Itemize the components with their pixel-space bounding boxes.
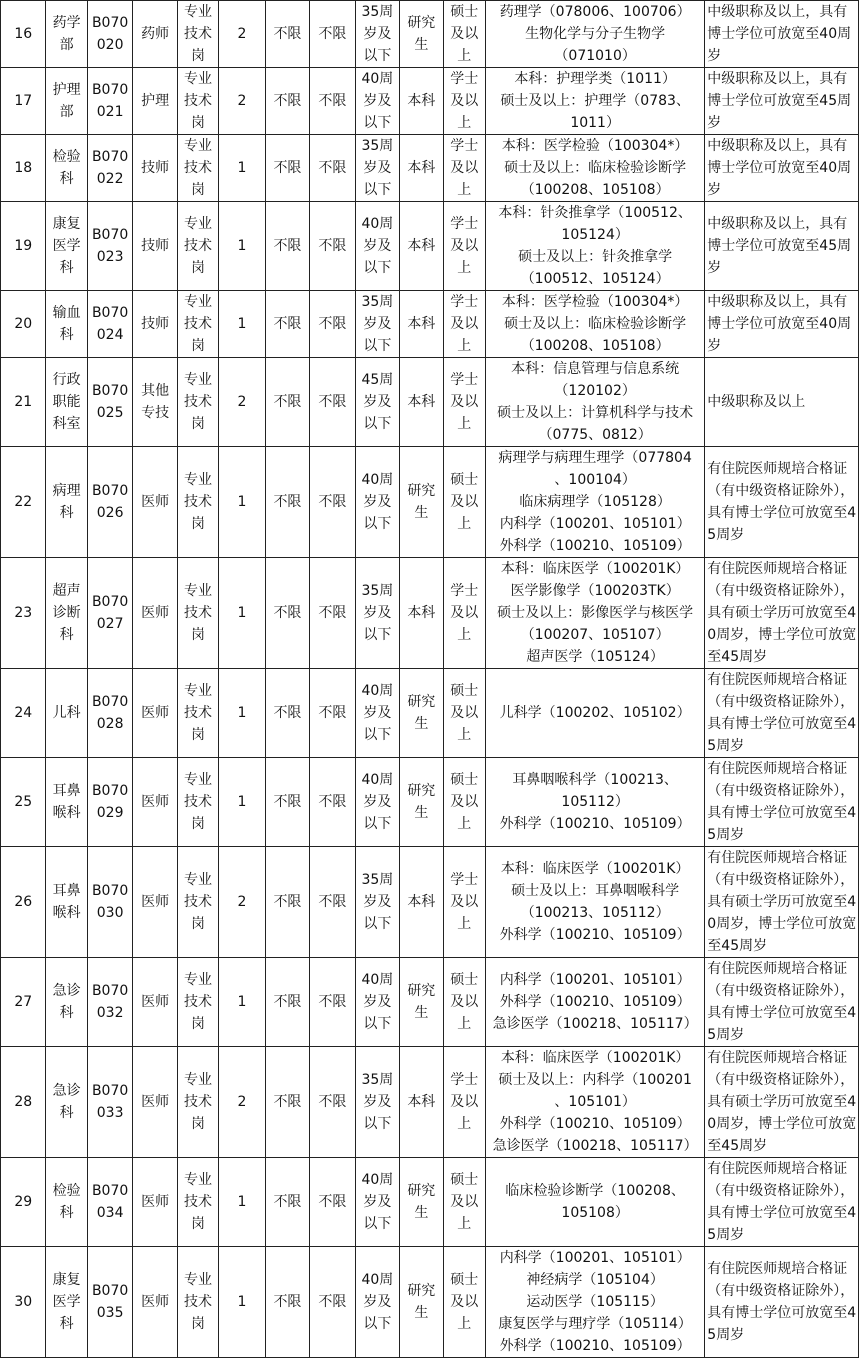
education-cell: 本科 bbox=[400, 68, 443, 135]
major-line: （071010） bbox=[554, 48, 636, 64]
major-line: （100512、105124） bbox=[520, 271, 670, 287]
position-type-cell: 专业技术岗 bbox=[177, 291, 218, 358]
major-line: 本科：医学检验（100304*） bbox=[501, 294, 689, 310]
table-row bbox=[1, 847, 859, 958]
department-cell: 检验科 bbox=[46, 135, 87, 202]
major-line: 硕士及以上：针灸推拿学 bbox=[518, 249, 673, 265]
requirement-unlimited-1-cell: 不限 bbox=[265, 1247, 309, 1358]
major-line: （120102） bbox=[554, 383, 636, 399]
position-code-cell: B070035 bbox=[87, 1247, 132, 1358]
requirement-unlimited-1-cell: 不限 bbox=[265, 1, 309, 68]
major-line: 硕士及以上：临床检验诊断学 bbox=[504, 160, 687, 176]
age-limit-cell: 40周岁及以下 bbox=[355, 958, 399, 1047]
major-line: 内科学（100201、105101） bbox=[499, 516, 691, 532]
headcount-cell: 1 bbox=[219, 135, 265, 202]
major-line: （100207、105107） bbox=[520, 627, 670, 643]
position-name-cell: 医师 bbox=[133, 758, 177, 847]
major-line: （100208、105108） bbox=[520, 338, 670, 354]
major-cell bbox=[485, 558, 704, 669]
row-number-cell: 24 bbox=[1, 669, 46, 758]
major-line: 、105101） bbox=[554, 1094, 636, 1110]
major-line: （0775、0812） bbox=[538, 427, 652, 443]
remarks-cell: 有住院医师规培合格证（有中级资格证除外），具有硕士学历可放宽至40周岁，博士学位可放宽至45周岁 bbox=[705, 1047, 859, 1158]
position-code-cell: B070022 bbox=[87, 135, 132, 202]
degree-cell: 硕士及以上 bbox=[443, 447, 485, 558]
major-cell bbox=[485, 1, 704, 68]
department-cell: 超声诊断科 bbox=[46, 558, 87, 669]
requirement-unlimited-2-cell: 不限 bbox=[310, 447, 355, 558]
position-code-cell: B070025 bbox=[87, 358, 132, 447]
position-code-cell: B070029 bbox=[87, 758, 132, 847]
position-type-cell: 专业技术岗 bbox=[177, 447, 218, 558]
position-name-cell: 医师 bbox=[133, 1047, 177, 1158]
remarks-cell: 中级职称及以上，具有博士学位可放宽至40周岁 bbox=[705, 135, 859, 202]
position-name-cell: 医师 bbox=[133, 1158, 177, 1247]
position-code-cell: B070030 bbox=[87, 847, 132, 958]
requirement-unlimited-1-cell: 不限 bbox=[265, 669, 309, 758]
position-name-cell: 技师 bbox=[133, 291, 177, 358]
remarks-cell: 有住院医师规培合格证（有中级资格证除外），具有硕士学历可放宽至40周岁，博士学位可放宽至45周岁 bbox=[705, 847, 859, 958]
position-code-cell: B070026 bbox=[87, 447, 132, 558]
major-line: 内科学（100201、105101） bbox=[499, 972, 691, 988]
table-row bbox=[1, 202, 859, 291]
age-limit-cell: 35周岁及以下 bbox=[355, 1047, 399, 1158]
degree-cell: 学士及以上 bbox=[443, 291, 485, 358]
headcount-cell: 1 bbox=[219, 202, 265, 291]
major-line: 外科学（100210、105109） bbox=[499, 994, 691, 1010]
major-line: 外科学（100210、105109） bbox=[499, 538, 691, 554]
degree-cell: 学士及以上 bbox=[443, 68, 485, 135]
major-line: 病理学与病理生理学（077804 bbox=[498, 450, 692, 466]
position-name-cell: 医师 bbox=[133, 847, 177, 958]
headcount-cell: 2 bbox=[219, 1, 265, 68]
requirement-unlimited-1-cell: 不限 bbox=[265, 558, 309, 669]
major-line: 本科：护理学类（1011） bbox=[514, 71, 676, 87]
major-cell bbox=[485, 1047, 704, 1158]
remarks-cell: 中级职称及以上，具有博士学位可放宽至40周岁 bbox=[705, 1, 859, 68]
position-code-cell: B070023 bbox=[87, 202, 132, 291]
row-number-cell: 19 bbox=[1, 202, 46, 291]
position-name-cell: 医师 bbox=[133, 558, 177, 669]
major-line: 生物化学与分子生物学 bbox=[525, 26, 666, 42]
education-cell: 本科 bbox=[400, 358, 443, 447]
major-line: 105108） bbox=[561, 1205, 629, 1221]
headcount-cell: 2 bbox=[219, 847, 265, 958]
major-line: 本科：针灸推拿学（100512、 bbox=[498, 205, 692, 221]
age-limit-cell: 35周岁及以下 bbox=[355, 558, 399, 669]
major-cell bbox=[485, 1247, 704, 1358]
major-line: 外科学（100210、105109） bbox=[499, 816, 691, 832]
degree-cell: 学士及以上 bbox=[443, 847, 485, 958]
table-row bbox=[1, 1, 859, 68]
requirement-unlimited-1-cell: 不限 bbox=[265, 358, 309, 447]
major-line: 105112） bbox=[561, 794, 629, 810]
major-line: 外科学（100210、105109） bbox=[499, 927, 691, 943]
degree-cell: 硕士及以上 bbox=[443, 1158, 485, 1247]
remarks-cell: 有住院医师规培合格证（有中级资格证除外），具有博士学位可放宽至45周岁 bbox=[705, 958, 859, 1047]
major-line: 耳鼻咽喉科学（100213、 bbox=[512, 772, 678, 788]
major-cell bbox=[485, 135, 704, 202]
education-cell: 研究生 bbox=[400, 447, 443, 558]
remarks-cell: 中级职称及以上，具有博士学位可放宽至45周岁 bbox=[705, 202, 859, 291]
degree-cell: 硕士及以上 bbox=[443, 669, 485, 758]
major-line: 硕士及以上：内科学（100201 bbox=[498, 1072, 692, 1088]
position-name-cell: 医师 bbox=[133, 958, 177, 1047]
table-row bbox=[1, 1158, 859, 1247]
department-cell: 行政职能科室 bbox=[46, 358, 87, 447]
table-row bbox=[1, 1047, 859, 1158]
age-limit-cell: 35周岁及以下 bbox=[355, 1, 399, 68]
position-type-cell: 专业技术岗 bbox=[177, 1247, 218, 1358]
position-name-cell: 技师 bbox=[133, 202, 177, 291]
major-line: 儿科学（100202、105102） bbox=[499, 705, 691, 721]
requirement-unlimited-1-cell: 不限 bbox=[265, 447, 309, 558]
position-code-cell: B070033 bbox=[87, 1047, 132, 1158]
age-limit-cell: 40周岁及以下 bbox=[355, 758, 399, 847]
requirement-unlimited-1-cell: 不限 bbox=[265, 202, 309, 291]
degree-cell: 硕士及以上 bbox=[443, 1, 485, 68]
remarks-cell: 有住院医师规培合格证（有中级资格证除外），具有博士学位可放宽至45周岁 bbox=[705, 669, 859, 758]
major-line: 本科：临床医学（100201K） bbox=[500, 561, 690, 577]
department-cell: 康复医学科 bbox=[46, 202, 87, 291]
remarks-cell: 中级职称及以上，具有博士学位可放宽至45周岁 bbox=[705, 68, 859, 135]
requirement-unlimited-2-cell: 不限 bbox=[310, 68, 355, 135]
education-cell: 本科 bbox=[400, 847, 443, 958]
position-code-cell: B070021 bbox=[87, 68, 132, 135]
table-row bbox=[1, 1247, 859, 1358]
position-type-cell: 专业技术岗 bbox=[177, 958, 218, 1047]
row-number-cell: 23 bbox=[1, 558, 46, 669]
table-row bbox=[1, 447, 859, 558]
remarks-cell: 有住院医师规培合格证（有中级资格证除外），具有博士学位可放宽至45周岁 bbox=[705, 1158, 859, 1247]
table-row bbox=[1, 558, 859, 669]
row-number-cell: 26 bbox=[1, 847, 46, 958]
remarks-cell: 中级职称及以上，具有博士学位可放宽至40周岁 bbox=[705, 291, 859, 358]
degree-cell: 学士及以上 bbox=[443, 135, 485, 202]
position-type-cell: 专业技术岗 bbox=[177, 202, 218, 291]
requirement-unlimited-1-cell: 不限 bbox=[265, 958, 309, 1047]
position-code-cell: B070020 bbox=[87, 1, 132, 68]
position-type-cell: 专业技术岗 bbox=[177, 1, 218, 68]
headcount-cell: 1 bbox=[219, 447, 265, 558]
headcount-cell: 1 bbox=[219, 291, 265, 358]
education-cell: 本科 bbox=[400, 135, 443, 202]
position-code-cell: B070028 bbox=[87, 669, 132, 758]
requirement-unlimited-2-cell: 不限 bbox=[310, 958, 355, 1047]
department-cell: 康复医学科 bbox=[46, 1247, 87, 1358]
position-type-cell: 专业技术岗 bbox=[177, 358, 218, 447]
degree-cell: 学士及以上 bbox=[443, 1047, 485, 1158]
department-cell: 输血科 bbox=[46, 291, 87, 358]
major-line: 硕士及以上：临床检验诊断学 bbox=[504, 316, 687, 332]
education-cell: 本科 bbox=[400, 1047, 443, 1158]
position-name-cell: 护理 bbox=[133, 68, 177, 135]
age-limit-cell: 40周岁及以下 bbox=[355, 447, 399, 558]
row-number-cell: 27 bbox=[1, 958, 46, 1047]
major-line: 硕士及以上：影像医学与核医学 bbox=[497, 605, 694, 621]
education-cell: 研究生 bbox=[400, 758, 443, 847]
row-number-cell: 20 bbox=[1, 291, 46, 358]
major-line: 临床病理学（105128） bbox=[519, 494, 671, 510]
major-line: 硕士及以上：计算机科学与技术 bbox=[497, 405, 694, 421]
requirement-unlimited-1-cell: 不限 bbox=[265, 291, 309, 358]
headcount-cell: 1 bbox=[219, 958, 265, 1047]
major-line: 内科学（100201、105101） bbox=[499, 1250, 691, 1266]
position-code-cell: B070024 bbox=[87, 291, 132, 358]
major-line: 急诊医学（100218、105117） bbox=[492, 1138, 698, 1154]
major-cell bbox=[485, 447, 704, 558]
remarks-cell: 有住院医师规培合格证（有中级资格证除外），具有博士学位可放宽至45周岁 bbox=[705, 758, 859, 847]
position-type-cell: 专业技术岗 bbox=[177, 1047, 218, 1158]
major-line: 105124） bbox=[561, 227, 629, 243]
major-line: 康复医学与理疗学（105114） bbox=[498, 1316, 692, 1332]
table-row bbox=[1, 669, 859, 758]
table-row bbox=[1, 291, 859, 358]
row-number-cell: 28 bbox=[1, 1047, 46, 1158]
requirement-unlimited-2-cell: 不限 bbox=[310, 1247, 355, 1358]
age-limit-cell: 45周岁及以下 bbox=[355, 358, 399, 447]
remarks-cell: 有住院医师规培合格证（有中级资格证除外），具有博士学位可放宽至45周岁 bbox=[705, 1247, 859, 1358]
row-number-cell: 18 bbox=[1, 135, 46, 202]
age-limit-cell: 40周岁及以下 bbox=[355, 68, 399, 135]
major-line: 急诊医学（100218、105117） bbox=[492, 1016, 698, 1032]
age-limit-cell: 40周岁及以下 bbox=[355, 669, 399, 758]
position-type-cell: 专业技术岗 bbox=[177, 669, 218, 758]
requirement-unlimited-2-cell: 不限 bbox=[310, 1158, 355, 1247]
department-cell: 病理科 bbox=[46, 447, 87, 558]
table-row bbox=[1, 958, 859, 1047]
headcount-cell: 2 bbox=[219, 68, 265, 135]
requirement-unlimited-2-cell: 不限 bbox=[310, 358, 355, 447]
education-cell: 研究生 bbox=[400, 1, 443, 68]
table-row bbox=[1, 135, 859, 202]
age-limit-cell: 40周岁及以下 bbox=[355, 1247, 399, 1358]
major-line: 外科学（100210、105109） bbox=[499, 1338, 691, 1354]
headcount-cell: 2 bbox=[219, 1047, 265, 1158]
row-number-cell: 25 bbox=[1, 758, 46, 847]
major-line: 本科：临床医学（100201K） bbox=[500, 1050, 690, 1066]
major-line: 药理学（078006、100706） bbox=[499, 4, 691, 20]
requirement-unlimited-2-cell: 不限 bbox=[310, 558, 355, 669]
education-cell: 本科 bbox=[400, 558, 443, 669]
remarks-cell: 中级职称及以上 bbox=[705, 358, 859, 447]
row-number-cell: 17 bbox=[1, 68, 46, 135]
age-limit-cell: 35周岁及以下 bbox=[355, 847, 399, 958]
education-cell: 研究生 bbox=[400, 669, 443, 758]
age-limit-cell: 35周岁及以下 bbox=[355, 135, 399, 202]
major-line: 硕士及以上：耳鼻咽喉科学 bbox=[511, 883, 680, 899]
requirement-unlimited-2-cell: 不限 bbox=[310, 847, 355, 958]
requirement-unlimited-2-cell: 不限 bbox=[310, 135, 355, 202]
position-type-cell: 专业技术岗 bbox=[177, 847, 218, 958]
department-cell: 急诊科 bbox=[46, 1047, 87, 1158]
remarks-cell: 有住院医师规培合格证（有中级资格证除外），具有博士学位可放宽至45周岁 bbox=[705, 447, 859, 558]
major-line: 运动医学（105115） bbox=[526, 1294, 664, 1310]
major-cell bbox=[485, 291, 704, 358]
requirement-unlimited-1-cell: 不限 bbox=[265, 1047, 309, 1158]
department-cell: 耳鼻喉科 bbox=[46, 758, 87, 847]
major-line: 硕士及以上：护理学（0783、 bbox=[500, 93, 690, 109]
major-cell bbox=[485, 68, 704, 135]
requirement-unlimited-2-cell: 不限 bbox=[310, 202, 355, 291]
education-cell: 研究生 bbox=[400, 958, 443, 1047]
major-line: 本科：信息管理与信息系统 bbox=[511, 361, 680, 377]
position-name-cell: 医师 bbox=[133, 447, 177, 558]
education-cell: 本科 bbox=[400, 202, 443, 291]
requirement-unlimited-1-cell: 不限 bbox=[265, 758, 309, 847]
department-cell: 检验科 bbox=[46, 1158, 87, 1247]
degree-cell: 学士及以上 bbox=[443, 358, 485, 447]
major-cell bbox=[485, 202, 704, 291]
requirement-unlimited-2-cell: 不限 bbox=[310, 758, 355, 847]
table-row bbox=[1, 358, 859, 447]
position-code-cell: B070027 bbox=[87, 558, 132, 669]
position-name-cell: 医师 bbox=[133, 669, 177, 758]
row-number-cell: 30 bbox=[1, 1247, 46, 1358]
major-line: 神经病学（105104） bbox=[526, 1272, 664, 1288]
requirement-unlimited-1-cell: 不限 bbox=[265, 135, 309, 202]
position-type-cell: 专业技术岗 bbox=[177, 135, 218, 202]
table-row bbox=[1, 68, 859, 135]
department-cell: 耳鼻喉科 bbox=[46, 847, 87, 958]
requirement-unlimited-1-cell: 不限 bbox=[265, 1158, 309, 1247]
degree-cell: 硕士及以上 bbox=[443, 1247, 485, 1358]
remarks-cell: 有住院医师规培合格证（有中级资格证除外），具有硕士学历可放宽至40周岁，博士学位可放宽至45周岁 bbox=[705, 558, 859, 669]
major-line: 医学影像学（100203TK） bbox=[510, 583, 680, 599]
age-limit-cell: 40周岁及以下 bbox=[355, 202, 399, 291]
row-number-cell: 22 bbox=[1, 447, 46, 558]
table-row bbox=[1, 758, 859, 847]
department-cell: 急诊科 bbox=[46, 958, 87, 1047]
major-line: 本科：临床医学（100201K） bbox=[500, 861, 690, 877]
headcount-cell: 1 bbox=[219, 1247, 265, 1358]
position-type-cell: 专业技术岗 bbox=[177, 558, 218, 669]
position-name-cell: 药师 bbox=[133, 1, 177, 68]
major-line: （100208、105108） bbox=[520, 182, 670, 198]
requirement-unlimited-2-cell: 不限 bbox=[310, 1, 355, 68]
degree-cell: 学士及以上 bbox=[443, 558, 485, 669]
requirement-unlimited-1-cell: 不限 bbox=[265, 68, 309, 135]
major-line: （100213、105112） bbox=[520, 905, 670, 921]
requirement-unlimited-2-cell: 不限 bbox=[310, 1047, 355, 1158]
major-cell bbox=[485, 669, 704, 758]
department-cell: 药学部 bbox=[46, 1, 87, 68]
major-line: 1011） bbox=[570, 115, 620, 131]
major-cell bbox=[485, 358, 704, 447]
requirement-unlimited-1-cell: 不限 bbox=[265, 847, 309, 958]
education-cell: 本科 bbox=[400, 291, 443, 358]
major-cell bbox=[485, 958, 704, 1047]
row-number-cell: 16 bbox=[1, 1, 46, 68]
position-code-cell: B070032 bbox=[87, 958, 132, 1047]
degree-cell: 硕士及以上 bbox=[443, 758, 485, 847]
major-line: 超声医学（105124） bbox=[526, 649, 664, 665]
age-limit-cell: 40周岁及以下 bbox=[355, 1158, 399, 1247]
row-number-cell: 21 bbox=[1, 358, 46, 447]
position-type-cell: 专业技术岗 bbox=[177, 68, 218, 135]
major-line: 本科：医学检验（100304*） bbox=[501, 138, 689, 154]
major-cell bbox=[485, 1158, 704, 1247]
headcount-cell: 1 bbox=[219, 758, 265, 847]
degree-cell: 学士及以上 bbox=[443, 202, 485, 291]
position-name-cell: 其他专技 bbox=[133, 358, 177, 447]
headcount-cell: 1 bbox=[219, 669, 265, 758]
degree-cell: 硕士及以上 bbox=[443, 958, 485, 1047]
major-line: 外科学（100210、105109） bbox=[499, 1116, 691, 1132]
position-name-cell: 技师 bbox=[133, 135, 177, 202]
requirement-unlimited-2-cell: 不限 bbox=[310, 669, 355, 758]
headcount-cell: 2 bbox=[219, 358, 265, 447]
row-number-cell: 29 bbox=[1, 1158, 46, 1247]
headcount-cell: 1 bbox=[219, 1158, 265, 1247]
department-cell: 儿科 bbox=[46, 669, 87, 758]
major-cell bbox=[485, 758, 704, 847]
requirement-unlimited-2-cell: 不限 bbox=[310, 291, 355, 358]
position-type-cell: 专业技术岗 bbox=[177, 1158, 218, 1247]
education-cell: 研究生 bbox=[400, 1158, 443, 1247]
major-cell bbox=[485, 847, 704, 958]
position-type-cell: 专业技术岗 bbox=[177, 758, 218, 847]
education-cell: 研究生 bbox=[400, 1247, 443, 1358]
age-limit-cell: 35周岁及以下 bbox=[355, 291, 399, 358]
position-name-cell: 医师 bbox=[133, 1247, 177, 1358]
major-line: 、100104） bbox=[554, 472, 636, 488]
department-cell: 护理部 bbox=[46, 68, 87, 135]
headcount-cell: 1 bbox=[219, 558, 265, 669]
major-line: 临床检验诊断学（100208、 bbox=[505, 1183, 685, 1199]
position-code-cell: B070034 bbox=[87, 1158, 132, 1247]
table-body bbox=[1, 1, 859, 1358]
